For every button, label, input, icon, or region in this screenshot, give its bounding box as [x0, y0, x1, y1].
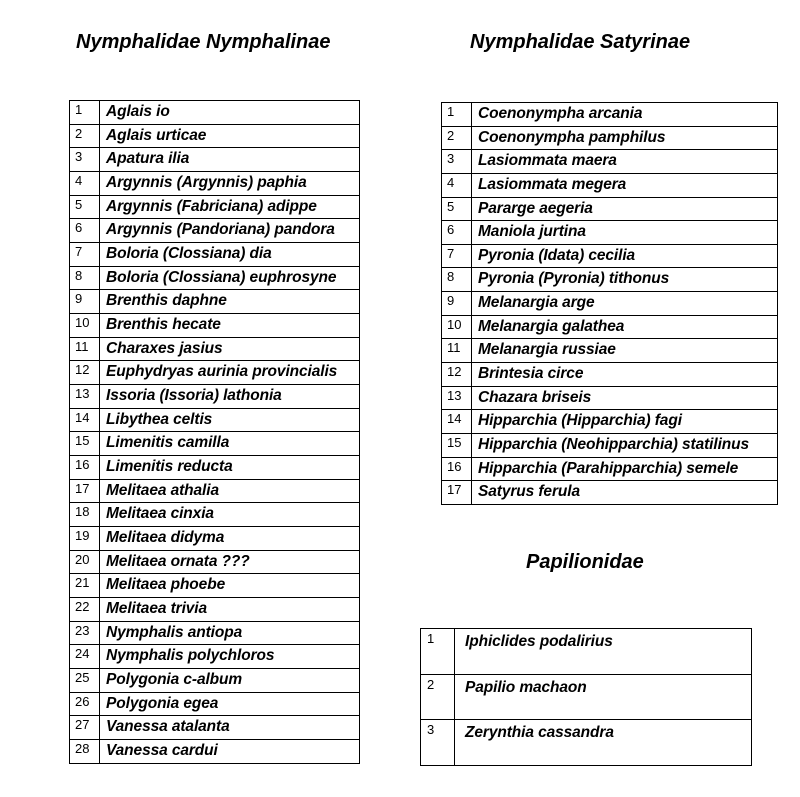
species-name: Papilio machaon — [455, 674, 752, 720]
table-row — [442, 315, 778, 339]
table-row — [70, 527, 360, 551]
row-number: 5 — [442, 197, 472, 221]
row-number: 15 — [70, 432, 100, 456]
species-name: Nymphalis antiopa — [100, 621, 360, 645]
table-row — [442, 363, 778, 387]
species-name: Melitaea athalia — [100, 479, 360, 503]
table-row — [70, 219, 360, 243]
heading-nymphalinae: Nymphalidae Nymphalinae — [76, 31, 331, 53]
species-name: Apatura ilia — [100, 148, 360, 172]
table-row — [70, 456, 360, 480]
species-name: Vanessa cardui — [100, 740, 360, 764]
heading-satyrinae: Nymphalidae Satyrinae — [470, 31, 691, 53]
species-name: Pyronia (Idata) cecilia — [472, 244, 778, 268]
species-name: Melanargia galathea — [472, 315, 778, 339]
table-row — [70, 337, 360, 361]
species-name: Polygonia egea — [100, 692, 360, 716]
table-papilionidae — [420, 628, 752, 766]
species-name: Brenthis hecate — [100, 314, 360, 338]
row-number: 28 — [70, 740, 100, 764]
row-number: 11 — [70, 337, 100, 361]
table-satyrinae — [441, 102, 778, 505]
table-row — [442, 433, 778, 457]
table-row — [70, 503, 360, 527]
species-name: Hipparchia (Parahipparchia) semele — [472, 457, 778, 481]
row-number: 21 — [70, 574, 100, 598]
species-name: Melitaea didyma — [100, 527, 360, 551]
table-row — [70, 124, 360, 148]
table-row — [70, 669, 360, 693]
table-row — [442, 173, 778, 197]
row-number: 12 — [70, 361, 100, 385]
table-row — [70, 290, 360, 314]
row-number: 6 — [442, 221, 472, 245]
table-row — [70, 314, 360, 338]
row-number: 17 — [70, 479, 100, 503]
table-row — [70, 740, 360, 764]
species-name: Melitaea trivia — [100, 598, 360, 622]
table-row — [70, 598, 360, 622]
species-name: Zerynthia cassandra — [455, 720, 752, 766]
species-name: Pyronia (Pyronia) tithonus — [472, 268, 778, 292]
table-row — [442, 103, 778, 127]
table-row — [442, 268, 778, 292]
species-name: Chazara briseis — [472, 386, 778, 410]
species-name: Argynnis (Pandoriana) pandora — [100, 219, 360, 243]
species-name: Boloria (Clossiana) euphrosyne — [100, 266, 360, 290]
row-number: 1 — [70, 101, 100, 125]
row-number: 3 — [421, 720, 455, 766]
row-number: 9 — [442, 292, 472, 316]
row-number: 25 — [70, 669, 100, 693]
row-number: 2 — [421, 674, 455, 720]
table-row — [70, 621, 360, 645]
row-number: 24 — [70, 645, 100, 669]
row-number: 27 — [70, 716, 100, 740]
table-row — [442, 457, 778, 481]
row-number: 18 — [70, 503, 100, 527]
table-row — [70, 243, 360, 267]
row-number: 22 — [70, 598, 100, 622]
table-row — [421, 720, 752, 766]
row-number: 4 — [70, 172, 100, 196]
species-name: Vanessa atalanta — [100, 716, 360, 740]
row-number: 13 — [442, 386, 472, 410]
row-number: 12 — [442, 363, 472, 387]
species-name: Melitaea phoebe — [100, 574, 360, 598]
species-name: Issoria (Issoria) lathonia — [100, 385, 360, 409]
species-name: Iphiclides podalirius — [455, 629, 752, 675]
row-number: 7 — [442, 244, 472, 268]
row-number: 16 — [70, 456, 100, 480]
species-name: Satyrus ferula — [472, 481, 778, 505]
row-number: 13 — [70, 385, 100, 409]
table-row — [70, 172, 360, 196]
species-name: Aglais urticae — [100, 124, 360, 148]
table-row — [442, 244, 778, 268]
row-number: 23 — [70, 621, 100, 645]
table-row — [442, 410, 778, 434]
table-row — [421, 629, 752, 675]
table-row — [70, 266, 360, 290]
species-name: Pararge aegeria — [472, 197, 778, 221]
table-row — [70, 692, 360, 716]
species-name: Coenonympha pamphilus — [472, 126, 778, 150]
row-number: 26 — [70, 692, 100, 716]
table-row — [70, 361, 360, 385]
row-number: 6 — [70, 219, 100, 243]
table-row — [442, 292, 778, 316]
species-name: Aglais io — [100, 101, 360, 125]
table-row — [442, 339, 778, 363]
species-name: Boloria (Clossiana) dia — [100, 243, 360, 267]
table-row — [70, 385, 360, 409]
species-name: Brintesia circe — [472, 363, 778, 387]
table-row — [442, 221, 778, 245]
species-name: Lasiommata maera — [472, 150, 778, 174]
row-number: 2 — [70, 124, 100, 148]
row-number: 11 — [442, 339, 472, 363]
species-name: Melitaea ornata ??? — [100, 550, 360, 574]
species-name: Hipparchia (Neohipparchia) statilinus — [472, 433, 778, 457]
table-row — [70, 408, 360, 432]
table-row — [70, 574, 360, 598]
species-name: Argynnis (Argynnis) paphia — [100, 172, 360, 196]
species-name: Polygonia c-album — [100, 669, 360, 693]
row-number: 8 — [70, 266, 100, 290]
species-name: Limenitis camilla — [100, 432, 360, 456]
species-name: Lasiommata megera — [472, 173, 778, 197]
species-name: Melanargia arge — [472, 292, 778, 316]
row-number: 5 — [70, 195, 100, 219]
row-number: 8 — [442, 268, 472, 292]
row-number: 20 — [70, 550, 100, 574]
species-name: Melanargia russiae — [472, 339, 778, 363]
row-number: 7 — [70, 243, 100, 267]
table-row — [70, 645, 360, 669]
species-name: Melitaea cinxia — [100, 503, 360, 527]
species-name: Coenonympha arcania — [472, 103, 778, 127]
table-row — [70, 101, 360, 125]
table-row — [442, 197, 778, 221]
table-row — [70, 550, 360, 574]
species-name: Brenthis daphne — [100, 290, 360, 314]
table-row — [70, 432, 360, 456]
table-nymphalinae — [69, 100, 360, 764]
species-name: Euphydryas aurinia provincialis — [100, 361, 360, 385]
row-number: 19 — [70, 527, 100, 551]
species-name: Hipparchia (Hipparchia) fagi — [472, 410, 778, 434]
row-number: 15 — [442, 433, 472, 457]
row-number: 4 — [442, 173, 472, 197]
table-row — [70, 195, 360, 219]
row-number: 9 — [70, 290, 100, 314]
row-number: 10 — [70, 314, 100, 338]
table-row — [442, 126, 778, 150]
table-row — [70, 148, 360, 172]
table-row — [421, 674, 752, 720]
table-row — [442, 481, 778, 505]
species-name: Limenitis reducta — [100, 456, 360, 480]
row-number: 3 — [442, 150, 472, 174]
row-number: 1 — [442, 103, 472, 127]
row-number: 16 — [442, 457, 472, 481]
row-number: 14 — [70, 408, 100, 432]
table-row — [442, 150, 778, 174]
species-name: Libythea celtis — [100, 408, 360, 432]
species-name: Maniola jurtina — [472, 221, 778, 245]
row-number: 14 — [442, 410, 472, 434]
row-number: 3 — [70, 148, 100, 172]
table-row — [442, 386, 778, 410]
row-number: 1 — [421, 629, 455, 675]
row-number: 2 — [442, 126, 472, 150]
row-number: 10 — [442, 315, 472, 339]
species-name: Charaxes jasius — [100, 337, 360, 361]
species-name: Argynnis (Fabriciana) adippe — [100, 195, 360, 219]
row-number: 17 — [442, 481, 472, 505]
table-row — [70, 716, 360, 740]
species-name: Nymphalis polychloros — [100, 645, 360, 669]
heading-papilionidae: Papilionidae — [526, 551, 644, 573]
table-row — [70, 479, 360, 503]
